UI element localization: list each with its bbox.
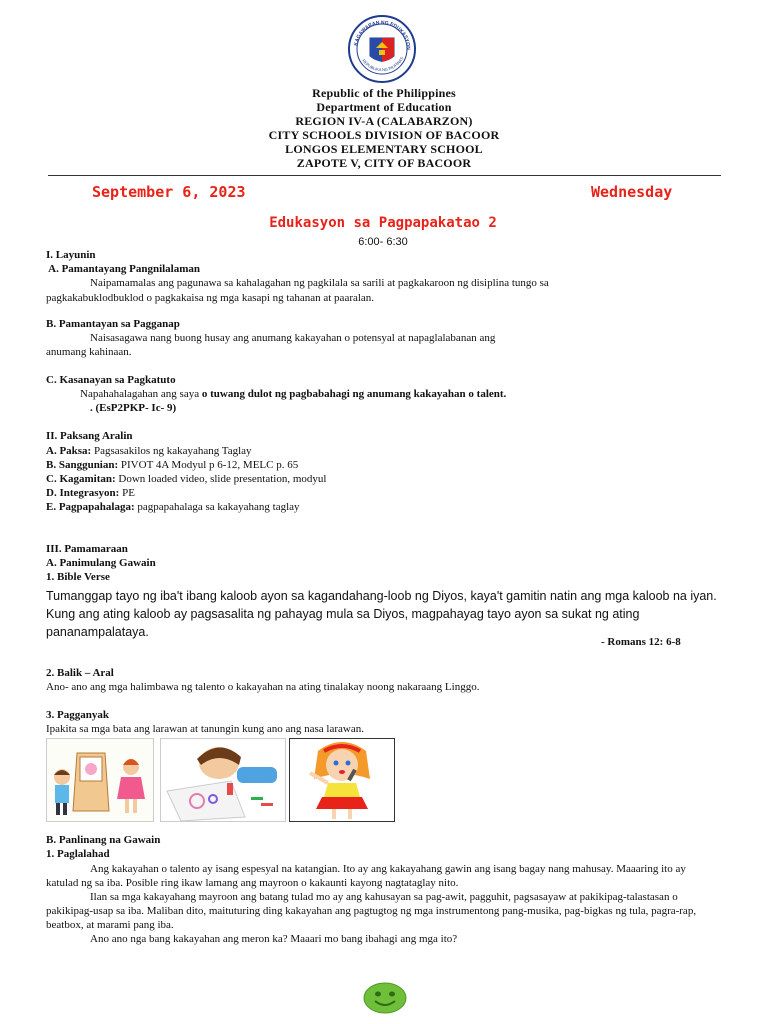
pagganyak-text: Ipakita sa mga bata ang larawan at tanungin kung ano ang nasa larawan. — [46, 723, 364, 735]
svg-text:REPUBLIKA NG PILIPINAS: REPUBLIKA NG PILIPINAS — [361, 55, 405, 73]
smiley-face-icon — [363, 982, 407, 1014]
paglalahad-heading: 1. Paglalahad — [46, 848, 110, 860]
balik-aral-text: Ano- ano ang mga halimbawa ng talento o kakayahan na ating tinalakay noong nakaraang Linggo. — [46, 681, 480, 693]
section-2-list — [46, 444, 326, 514]
girl-singing-picture — [289, 738, 395, 822]
section-1b-title: B. Pamantayan sa Pagganap — [46, 318, 180, 330]
section-1a-title: A. Pamantayang Pangnilalaman — [46, 263, 201, 275]
section-1a-text: Naipamamalas ang pagunawa sa kahalagahan ng pagkilala sa sarili at pagkakaroon ng disiplina tungo sa pagkakabuklodbuklod o pagkakaisa ng mga kasapi ng tahanan at paaralan. — [46, 277, 549, 304]
bible-verse-text: Tumanggap tayo ng iba't ibang kaloob ayon sa kagandahang-loob ng Diyos, kaya't gamitin natin ang mga kaloob na iyan. Kung ang ating kaloob ay pagsasalita ng pahayag mula sa Diyos, magpahayag tayo ayon sa sukat ng ating pananampalataya. — [46, 589, 717, 639]
children-painting-picture — [46, 738, 154, 822]
section-2-row — [46, 486, 326, 500]
section-3b-title: B. Panlinang na Gawain — [46, 834, 161, 846]
section-2-row — [46, 500, 326, 514]
section-1-title: I. Layunin — [46, 249, 96, 261]
row-label: E. Pagpapahalaga: — [46, 501, 135, 513]
section-2-row — [46, 444, 326, 458]
child-drawing-picture — [160, 738, 286, 822]
lesson-day: Wednesday — [591, 183, 673, 201]
section-1c-text-bold: o tuwang dulot ng pagbabahagi ng anumang kakayahan o talent. — [201, 388, 507, 400]
section-1c-text-normal: Napahahalagahan ang saya — [80, 388, 202, 400]
header-line-6: ZAPOTE V, CITY OF BACOOR — [296, 156, 472, 170]
section-1c-text — [80, 388, 506, 400]
section-2-title: II. Paksang Aralin — [46, 430, 133, 442]
section-1b-text-1: Naisasagawa nang buong husay ang anumang kakayahan o potensyal at napaglalabanan ang — [90, 332, 496, 344]
school-header — [180, 86, 588, 170]
row-label: B. Sanggunian: — [46, 459, 119, 471]
row-label: C. Kagamitan: — [46, 473, 116, 485]
balik-aral-heading: 2. Balik – Aral — [46, 667, 114, 679]
row-value: Pagsasakilos ng kakayahang Taglay — [91, 445, 252, 457]
svg-text:KAGAWARAN NG EDUKASYON: KAGAWARAN NG EDUKASYON — [353, 19, 412, 51]
row-value: PE — [119, 487, 135, 499]
header-line-1: Republic of the Philippines — [312, 86, 456, 100]
section-1c-code: . (EsP2PKP- Ic- 9) — [90, 402, 177, 414]
section-2-row — [46, 472, 326, 486]
row-value: PIVOT 4A Modyul p 6-12, MELC p. 65 — [118, 459, 299, 471]
bible-verse-heading: 1. Bible Verse — [46, 571, 110, 583]
pagganyak-heading: 3. Pagganyak — [46, 709, 109, 721]
row-label: D. Integrasyon: — [46, 487, 120, 499]
header-line-2: Department of Education — [316, 100, 452, 114]
section-3a-title: A. Panimulang Gawain — [46, 557, 156, 569]
row-value: Down loaded video, slide presentation, modyul — [115, 473, 327, 485]
section-2-row — [46, 458, 326, 472]
paglalahad-paragraph-2: Ilan sa mga kakayahang mayroon ang batang tulad mo ay ang kahusayan sa pag-awit, pagguhit, pagsasayaw at pakikipag-talastasan o pakikipag-usap sa iba. Maliban dito, maituturing ding kakayahan ang pagtugtog ng mga instrumentong pang-musika, pag-bigkas ng tula, pagra-rap, beatbox, at marami pang iba. — [46, 891, 697, 931]
section-1c-title: C. Kasanayan sa Pagkatuto — [46, 374, 176, 386]
header-line-4: CITY SCHOOLS DIVISION OF BACOOR — [268, 128, 500, 142]
paglalahad-paragraph-1: Ang kakayahan o talento ay isang espesyal na katangian. Ito ay ang kakayahang gawin ang isang bagay nang mahusay. Maaaring ito ay katulad ng sa iba. Posible ring ikaw lamang ang mayroon o kakaunti kayong nagtataglay nito. — [46, 863, 686, 889]
header-divider — [48, 175, 721, 176]
lesson-time: 6:00- 6:30 — [358, 236, 408, 248]
row-label: A. Paksa: — [46, 445, 92, 457]
section-3-title: III. Pamamaraan — [46, 543, 128, 555]
bible-verse-reference: - Romans 12: 6-8 — [601, 636, 681, 648]
paglalahad-paragraph-3: Ano ano nga bang kakayahan ang meron ka? Maaari mo bang ibahagi ang mga ito? — [90, 933, 458, 945]
section-1b-text-2: anumang kahinaan. — [46, 346, 132, 358]
subject-title: Edukasyon sa Pagpapakatao 2 — [269, 215, 497, 231]
header-line-3: REGION IV-A (CALABARZON) — [295, 114, 473, 128]
deped-seal-logo — [347, 14, 417, 84]
row-value: pagpapahalaga sa kakayahang taglay — [134, 501, 300, 513]
header-line-5: LONGOS ELEMENTARY SCHOOL — [285, 142, 483, 156]
lesson-date: September 6, 2023 — [92, 183, 246, 201]
